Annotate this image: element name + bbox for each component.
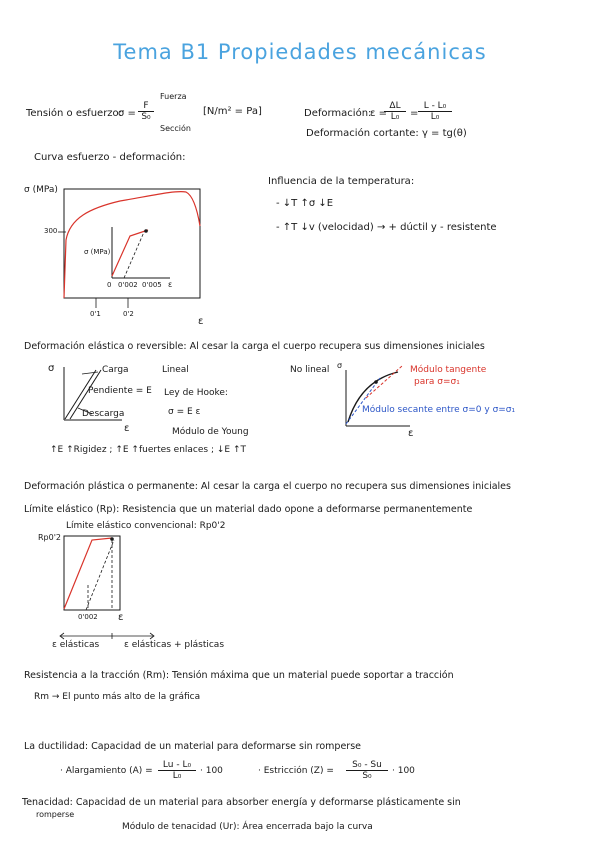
elongation-mult: · 100 [200,766,223,776]
inset-xlabel: ε [168,280,173,289]
chart-ylabel: σ (MPa) [24,185,58,195]
tenacity-continuation: romperse [36,810,75,819]
plastic-heading: Deformación plástica o permanente: Al cesar la carga el cuerpo no recupera sus dimensiones iniciales [24,481,511,492]
descarga-label: Descarga [82,409,125,419]
carga-label: Carga [102,365,129,375]
pendiente-label: Pendiente = E [88,386,152,396]
nonlinear-eps: ε [408,428,414,439]
inset-x0: 0 [107,281,112,289]
x-tick-01: 0'1 [90,310,101,318]
inset-x2: 0'005 [142,281,162,289]
strain-label: Deformación: [304,108,372,119]
inset-ylabel: σ (MPa) [84,248,111,256]
strain-fraction-2: $\frac{\text{L - L₀}}{\text{L₀}}$ [418,101,452,123]
elongation-label: · Alargamiento (A) = [60,766,153,776]
shear-strain: Deformación cortante: γ = tg(θ) [306,128,467,139]
y-tick-300: 300 [44,227,58,235]
elastic-relations: ↑E ↑Rigidez ; ↑E ↑fuertes enlaces ; ↓E ↑T [50,445,246,455]
ductility-definition: La ductilidad: Capacidad de un material para deformarse sin romperse [24,741,361,752]
tenacity-definition: Tenacidad: Capacidad de un material para absorber energía y deformarse plásticamente sin [22,797,461,808]
stress-label: Tensión o esfuerzo: [26,108,123,119]
strain-symbol: ε = [370,108,387,119]
striction-fraction: $\frac{\text{S₀ - Su}}{\text{S₀}}$ [346,760,388,782]
elongation-fraction: $\frac{\text{Lu - L₀}}{\text{L₀}}$ [158,760,196,782]
nonlinear-sigma: σ [337,361,343,370]
tensile-definition: Resistencia a la tracción (Rm): Tensión máxima que un material puede soportar a tracción [24,670,454,681]
tangent-label-1: Módulo tangente [410,365,487,375]
page-title: Tema B1 Propiedades mecánicas [113,40,487,64]
conventional-limit: Límite elástico convencional: Rp0'2 [66,521,226,531]
elastic-eps: ε [124,423,130,434]
rp-label: Rp0'2 [38,533,62,542]
temperature-heading: Influencia de la temperatura: [268,176,415,187]
elastic-sigma: σ [48,363,55,374]
hooke-label: Ley de Hooke: [164,388,228,398]
lineal-label: Lineal [162,365,189,375]
chart-xlabel: ε [198,316,204,327]
stress-fraction: $\frac{F}{\text{S₀}}$ [138,101,154,123]
striction-mult: · 100 [392,766,415,776]
curve-heading: Curva esfuerzo - deformación: [34,152,186,163]
tensile-max-point: Rm → El punto más alto de la gráfica [34,692,201,702]
temperature-line2: - ↑T ↓v (velocidad) → + dúctil y - resistente [276,222,497,233]
elastic-heading: Deformación elástica o reversible: Al cesar la carga el cuerpo recupera sus dimensiones iniciales [24,341,485,352]
plastic-strain-label: ε elásticas + plásticas [124,640,225,650]
inset-x1: 0'002 [118,281,138,289]
stress-units: [N/m² = Pa] [203,106,262,117]
plastic-x1: 0'002 [78,613,98,621]
toughness-modulus: Módulo de tenacidad (Ur): Área encerrada bajo la curva [122,822,373,832]
strain-eq: = [410,108,419,119]
plastic-eps: ε [118,612,124,623]
elastic-limit-def: Límite elástico (Rp): Resistencia que un material dado opone a deformarse permanentemente [24,504,473,515]
stress-symbol: σ = [118,108,136,119]
young-label: Módulo de Young [172,427,249,437]
nolineal-label: No lineal [290,365,330,375]
secant-label: Módulo secante entre σ=0 y σ=σ₁ [362,405,516,415]
strain-fraction-1: $\frac{\Delta L}{\text{L₀}}$ [384,101,406,123]
tangent-label-2: para σ=σ₁ [414,377,460,387]
seccion-label: Sección [160,124,191,133]
fuerza-label: Fuerza [160,92,187,101]
x-tick-02: 0'2 [123,310,134,318]
striction-label: · Estricción (Z) = [258,766,334,776]
temperature-line1: - ↓T ↑σ ↓E [276,198,334,209]
hooke-equation: σ = E ε [168,407,201,417]
elastic-strain-label: ε elásticas [52,640,100,650]
